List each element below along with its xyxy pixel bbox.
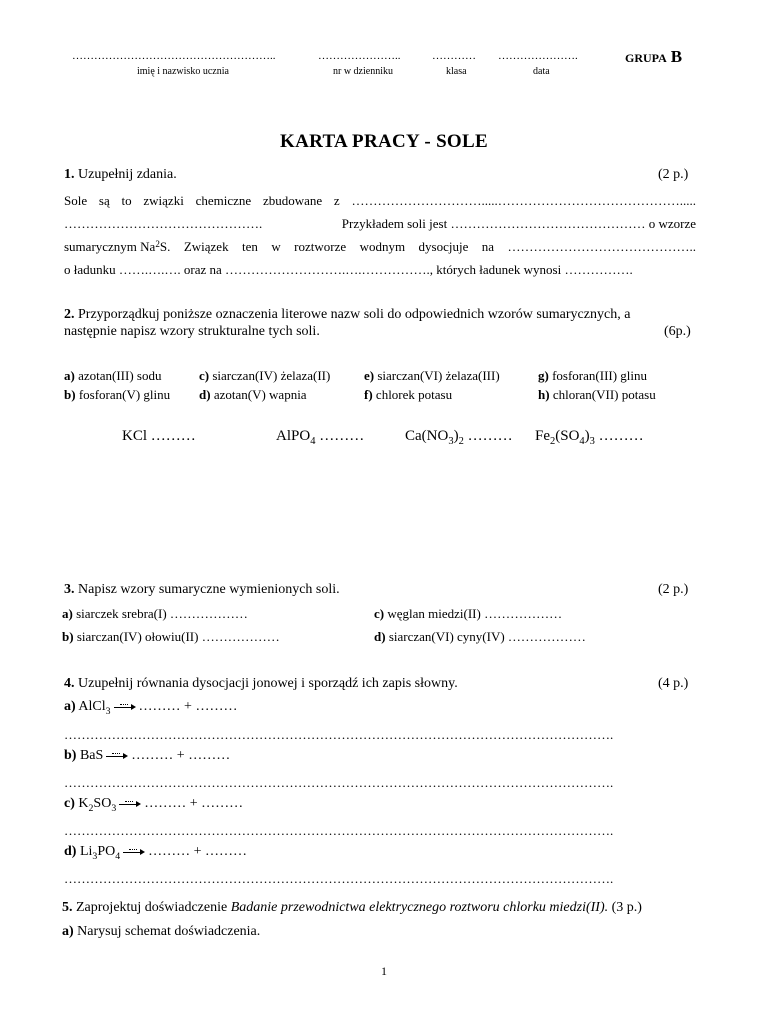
formula-alpo4: [276, 428, 364, 447]
q2-option-f: [364, 387, 452, 403]
q5-sub-letter: a): [62, 924, 74, 939]
q3-item-c: [374, 606, 562, 622]
formula-subscript: 4: [310, 436, 316, 447]
option-letter: h): [538, 387, 550, 402]
q4-equation-b: [64, 748, 230, 764]
equation-letter: a): [64, 699, 76, 714]
q3-heading: [64, 582, 340, 598]
q4-answer-line-a[interactable]: ……………………………………………………………………………………………………………….: [64, 727, 614, 742]
q1-line-2: [64, 216, 696, 232]
q1-line-1: Sole są to związki chemiczne zbudowane z ………………………….....…………………………………….....: [64, 193, 696, 208]
equation-products[interactable]: ……… + ………: [131, 748, 231, 763]
q1-line-2-blank[interactable]: ……………………………………….: [64, 216, 263, 231]
name-dots[interactable]: ………………………………………………..: [72, 50, 276, 62]
q1-line-4: o ładunku …….….…. oraz na ……………………….….……………., których ładunek wynosi …………….: [64, 262, 633, 277]
formula-kcl: [122, 428, 196, 445]
equation-letter: d): [64, 844, 77, 859]
q5-heading: [62, 900, 642, 916]
q1-heading: [64, 167, 177, 183]
equation-subscript: 4: [115, 850, 121, 862]
item-text[interactable]: węglan miedzi(II) ………………: [387, 606, 563, 621]
formula-text: Ca(NO: [405, 428, 449, 444]
q4-equation-a: [64, 699, 237, 717]
formula-blank[interactable]: ………: [150, 428, 196, 444]
option-letter: a): [64, 368, 75, 383]
option-letter: b): [64, 387, 76, 402]
journal-number-dots[interactable]: …………………..: [318, 50, 401, 62]
q4-answer-line-c[interactable]: ……………………………………………………………………………………………………………….: [64, 823, 614, 838]
class-label: klasa: [446, 66, 467, 77]
group-word: GRUPA: [625, 51, 667, 65]
date-label: data: [533, 66, 550, 77]
equation-subscript: 3: [111, 802, 117, 814]
q3-instruction: Napisz wzory sumaryczne wymienionych soli.: [78, 582, 340, 597]
q1-number: 1.: [64, 167, 75, 182]
equation-letter: b): [64, 748, 77, 763]
option-name: chloran(VII) potasu: [552, 387, 656, 402]
option-letter: d): [199, 387, 211, 402]
equation-products[interactable]: ……… + ………: [148, 844, 248, 859]
formula-text: ): [453, 428, 459, 444]
q2-option-a: [64, 368, 161, 384]
q2-option-e: [364, 368, 500, 384]
q2-instruction-2: następnie napisz wzory strukturalne tych soli.: [64, 324, 320, 339]
equation-formula: SO: [93, 796, 112, 811]
formula-text: (SO: [555, 428, 580, 444]
q2-heading-line-1: [64, 307, 630, 323]
q5-points: (3 p.): [611, 900, 642, 915]
class-dots[interactable]: …………: [432, 50, 476, 62]
equation-subscript: 2: [88, 802, 94, 814]
formula-blank[interactable]: ………: [319, 428, 365, 444]
q5-instruction: Zaprojektuj doświadczenie: [76, 900, 228, 915]
group-letter: B: [670, 47, 683, 66]
reaction-arrow-icon: [123, 848, 145, 856]
option-letter: g): [538, 368, 549, 383]
q2-instruction-1: Przyporządkuj poniższe oznaczenia literowe nazw soli do odpowiednich wzorów sumarycznych, a: [78, 307, 631, 322]
formula-text: Fe: [535, 428, 550, 444]
formula-subscript: 3: [448, 436, 454, 447]
option-name: fosforan(III) glinu: [552, 368, 648, 383]
reaction-arrow-icon: [106, 752, 128, 760]
q1-line-3: [64, 239, 696, 255]
equation-subscript: 3: [105, 705, 111, 717]
q1-instruction: Uzupełnij zdania.: [78, 167, 177, 182]
q2-option-g: [538, 368, 647, 384]
option-name: azotan(III) sodu: [78, 368, 162, 383]
q4-answer-line-b[interactable]: ……………………………………………………………………………………………………………….: [64, 775, 614, 790]
q4-points: (4 p.): [658, 676, 689, 691]
equation-formula: Li: [79, 844, 93, 859]
item-text[interactable]: siarczan(VI) cyny(IV) ………………: [388, 629, 586, 644]
item-letter: a): [62, 606, 73, 621]
formula-text: KCl: [122, 428, 148, 444]
formula-fe2-so4-3: [535, 428, 644, 447]
q4-equation-c: [64, 796, 243, 814]
q3-item-b: [62, 629, 280, 645]
equation-formula: PO: [97, 844, 116, 859]
reaction-arrow-icon: [114, 703, 136, 711]
option-name: chlorek potasu: [375, 387, 453, 402]
q4-equation-d: [64, 844, 247, 862]
item-letter: b): [62, 629, 74, 644]
name-label: imię i nazwisko ucznia: [137, 66, 229, 77]
formula-subscript: 3: [589, 436, 595, 447]
q2-option-c: [199, 368, 330, 384]
date-dots[interactable]: ………………….: [498, 50, 578, 62]
equation-products[interactable]: ……… + ………: [144, 796, 244, 811]
q3-number: 3.: [64, 582, 75, 597]
option-name: siarczan(IV) żelaza(II): [212, 368, 331, 383]
equation-formula: K: [78, 796, 89, 811]
q2-points: (6p.): [664, 324, 691, 339]
q5-experiment-title: Badanie przewodnictwa elektrycznego roztworu chlorku miedzi(II).: [230, 900, 609, 915]
option-name: fosforan(V) glinu: [78, 387, 171, 402]
equation-formula: BaS: [79, 748, 104, 763]
option-letter: e): [364, 368, 375, 383]
q1-points: (2 p.): [658, 167, 689, 182]
q2-number: 2.: [64, 307, 75, 322]
group-label: [625, 47, 682, 67]
q1-line-3-start: sumarycznym Na: [64, 239, 156, 254]
reaction-arrow-icon: [119, 800, 141, 808]
formula-ca-no3-2: [405, 428, 513, 447]
q5-sub-text: Narysuj schemat doświadczenia.: [77, 924, 261, 939]
q2-option-d: [199, 387, 307, 403]
page-number: 1: [381, 964, 387, 978]
q1-line-2-text: Przykładem soli jest ……………………………………… o wzorze: [341, 216, 696, 231]
item-letter: d): [374, 629, 386, 644]
equation-formula: AlCl: [78, 699, 106, 714]
item-text[interactable]: siarczan(IV) ołowiu(II) ………………: [76, 629, 280, 644]
equation-letter: c): [64, 796, 75, 811]
q3-points: (2 p.): [658, 582, 689, 597]
q3-item-d: [374, 629, 586, 645]
item-text[interactable]: siarczek srebra(I) ………………: [76, 606, 248, 621]
option-name: azotan(V) wapnia: [213, 387, 307, 402]
formula-blank[interactable]: ………: [467, 428, 513, 444]
formula-subscript: 2: [458, 436, 464, 447]
formula-subscript: 2: [550, 436, 556, 447]
formula-text: ): [584, 428, 590, 444]
q4-answer-line-d[interactable]: ……………………………………………………………………………………………………………….: [64, 871, 614, 886]
formula-text: AlPO: [276, 428, 311, 444]
q2-option-h: [538, 387, 656, 403]
q1-line-3-subscript: 2: [155, 239, 160, 249]
option-name: siarczan(VI) żelaza(III): [377, 368, 500, 383]
journal-number-label: nr w dzienniku: [333, 66, 393, 77]
formula-blank[interactable]: ………: [598, 428, 644, 444]
equation-products[interactable]: ……… + ………: [138, 699, 238, 714]
option-letter: f): [364, 387, 373, 402]
q4-instruction: Uzupełnij równania dysocjacji jonowej i sporządź ich zapis słowny.: [78, 676, 458, 691]
q1-line-3-end: S. Związek ten w roztworze wodnym dysocjuje na ……………………………………..: [159, 239, 696, 254]
formula-subscript: 4: [579, 436, 585, 447]
option-letter: c): [199, 368, 210, 383]
q4-number: 4.: [64, 676, 75, 691]
q2-option-b: [64, 387, 170, 403]
page-title: KARTA PRACY - SOLE: [280, 131, 488, 152]
q3-item-a: [62, 606, 248, 622]
q5-sub-a: [62, 924, 260, 940]
q5-number: 5.: [62, 900, 73, 915]
q4-heading: [64, 676, 458, 692]
equation-subscript: 3: [92, 850, 98, 862]
item-letter: c): [374, 606, 385, 621]
